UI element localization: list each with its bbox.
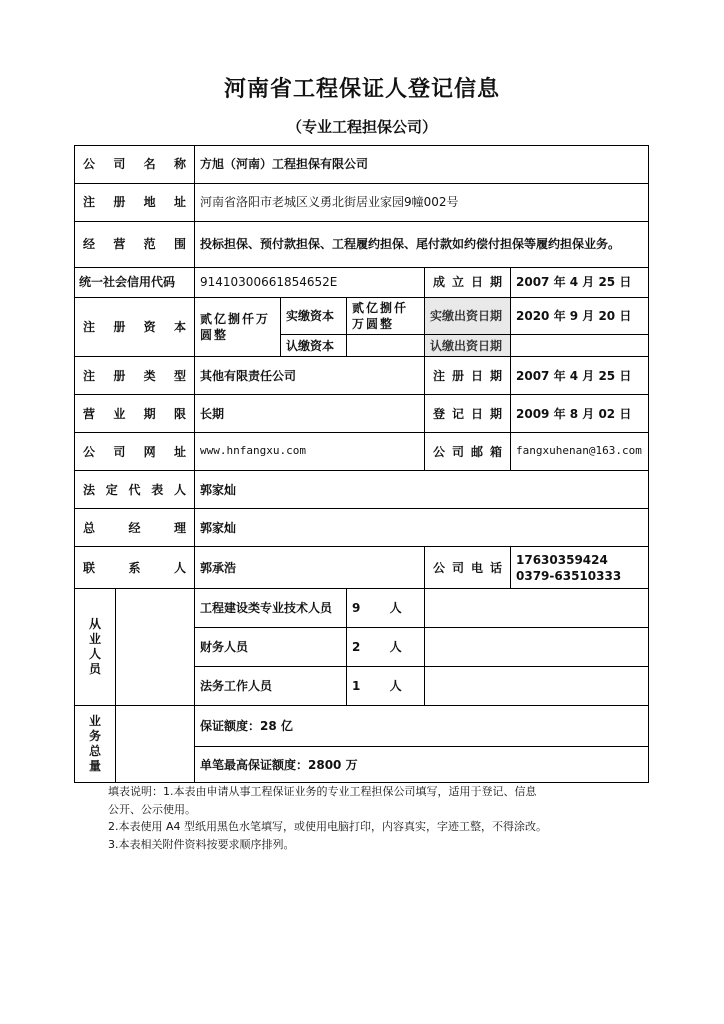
- paid-date-value: 2020 年 9 月 20 日: [511, 298, 649, 335]
- phone-landline: 0379-63510333: [516, 568, 622, 583]
- paid-date-label: 实缴出资日期: [425, 298, 511, 335]
- row-legal-rep: [75, 471, 649, 509]
- legal-rep-label: 法 定 代 表 人: [75, 471, 195, 509]
- reg-capital-label: 注 册 资 本: [75, 298, 195, 357]
- registration-table: [74, 145, 649, 783]
- established-date-value: 2007 年 4 月 25 日: [511, 268, 649, 298]
- staff-label: 从 业 人 员: [75, 589, 116, 705]
- business-total-label: 业 务 总 量: [75, 706, 116, 782]
- staff-count-2: 1 人: [347, 667, 425, 706]
- reg-capital-value: 贰亿捌仟万圆整: [195, 298, 281, 357]
- email-value: fangxuhenan@163.com: [511, 433, 649, 471]
- legal-rep-value: 郭家灿: [195, 471, 649, 509]
- staff-role-2: 法务工作人员: [195, 667, 347, 706]
- staff-row: [75, 589, 649, 628]
- phone-mobile: 17630359424: [516, 552, 608, 567]
- form-notes: [108, 783, 638, 853]
- guarantee-amount: 保证额度：28 亿: [195, 706, 649, 747]
- biz-period-value: 长期: [195, 395, 425, 433]
- reg-type-value: 其他有限责任公司: [195, 357, 425, 395]
- reg-date-value: 2007 年 4 月 25 日: [511, 357, 649, 395]
- page-title: 河南省工程保证人登记信息: [223, 77, 500, 102]
- note-line: 公开、公示使用。: [108, 802, 196, 816]
- reg-address-label: 注 册 地 址: [75, 184, 195, 222]
- email-label: 公 司 邮 箱: [425, 433, 511, 471]
- staff-role-0: 工程建设类专业技术人员: [195, 589, 347, 628]
- paid-capital-label: 实缴资本: [281, 298, 347, 335]
- row-reg-type: [75, 357, 649, 395]
- gm-value: 郭家灿: [195, 509, 649, 547]
- row-biz-period: [75, 395, 649, 433]
- staff-count-0: 9 人: [347, 589, 425, 628]
- contact-value: 郭承浩: [195, 547, 425, 589]
- reg-address-value: 河南省洛阳市老城区义勇北街居业家园9幢002号: [195, 184, 649, 222]
- row-website: [75, 433, 649, 471]
- contact-label: 联 系 人: [75, 547, 195, 589]
- subscribed-date-value: [511, 335, 649, 357]
- row-credit-code: [75, 268, 649, 298]
- row-business-scope: [75, 222, 649, 268]
- staff-role-1: 财务人员: [195, 628, 347, 667]
- gm-label: 总 经 理: [75, 509, 195, 547]
- staff-label-wrap: [75, 589, 194, 705]
- subscribed-date-label: 认缴出资日期: [425, 335, 511, 357]
- row-gm: [75, 509, 649, 547]
- business-row: [75, 706, 649, 747]
- row-reg-address: [75, 184, 649, 222]
- biz-period-label: 营 业 期 限: [75, 395, 195, 433]
- company-name-value: 方旭（河南）工程担保有限公司: [195, 146, 649, 184]
- website-value: www.hnfangxu.com: [195, 433, 425, 471]
- page-subtitle: （专业工程担保公司）: [286, 118, 437, 136]
- subscribed-capital-label: 认缴资本: [281, 335, 347, 357]
- credit-code-label: 统一社会信用代码: [75, 268, 195, 298]
- subscribed-capital-value: [347, 335, 425, 357]
- phone-label: 公 司 电 话: [425, 547, 511, 589]
- note-line: 3.本表相关附件资料按要求顺序排列。: [108, 837, 295, 851]
- reg-date-label: 注 册 日 期: [425, 357, 511, 395]
- row-contact: [75, 547, 649, 589]
- business-scope-label: 经 营 范 围: [75, 222, 195, 268]
- staff-count-1: 2 人: [347, 628, 425, 667]
- row-reg-capital-1: [75, 298, 649, 335]
- business-scope-value: 投标担保、预付款担保、工程履约担保、尾付款如约偿付担保等履约担保业务。: [195, 222, 649, 268]
- reg-type-label: 注 册 类 型: [75, 357, 195, 395]
- row-company-name: [75, 146, 649, 184]
- company-name-label: 公 司 名 称: [75, 146, 195, 184]
- record-date-label: 登 记 日 期: [425, 395, 511, 433]
- max-single-guarantee: 单笔最高保证额度：2800 万: [195, 747, 649, 783]
- business-label-wrap: [75, 706, 194, 782]
- credit-code-value: 91410300661854652E: [195, 268, 425, 298]
- note-line: 2.本表使用 A4 型纸用黑色水笔填写，或使用电脑打印，内容真实，字迹工整，不得涂改。: [108, 820, 548, 834]
- established-date-label: 成 立 日 期: [425, 268, 511, 298]
- paid-capital-value: 贰亿捌仟万圆整: [347, 298, 425, 335]
- record-date-value: 2009 年 8 月 02 日: [511, 395, 649, 433]
- note-line: 填表说明：1.本表由申请从事工程保证业务的专业工程担保公司填写，适用于登记、信息: [108, 785, 537, 798]
- phone-value: [511, 547, 649, 589]
- website-label: 公 司 网 址: [75, 433, 195, 471]
